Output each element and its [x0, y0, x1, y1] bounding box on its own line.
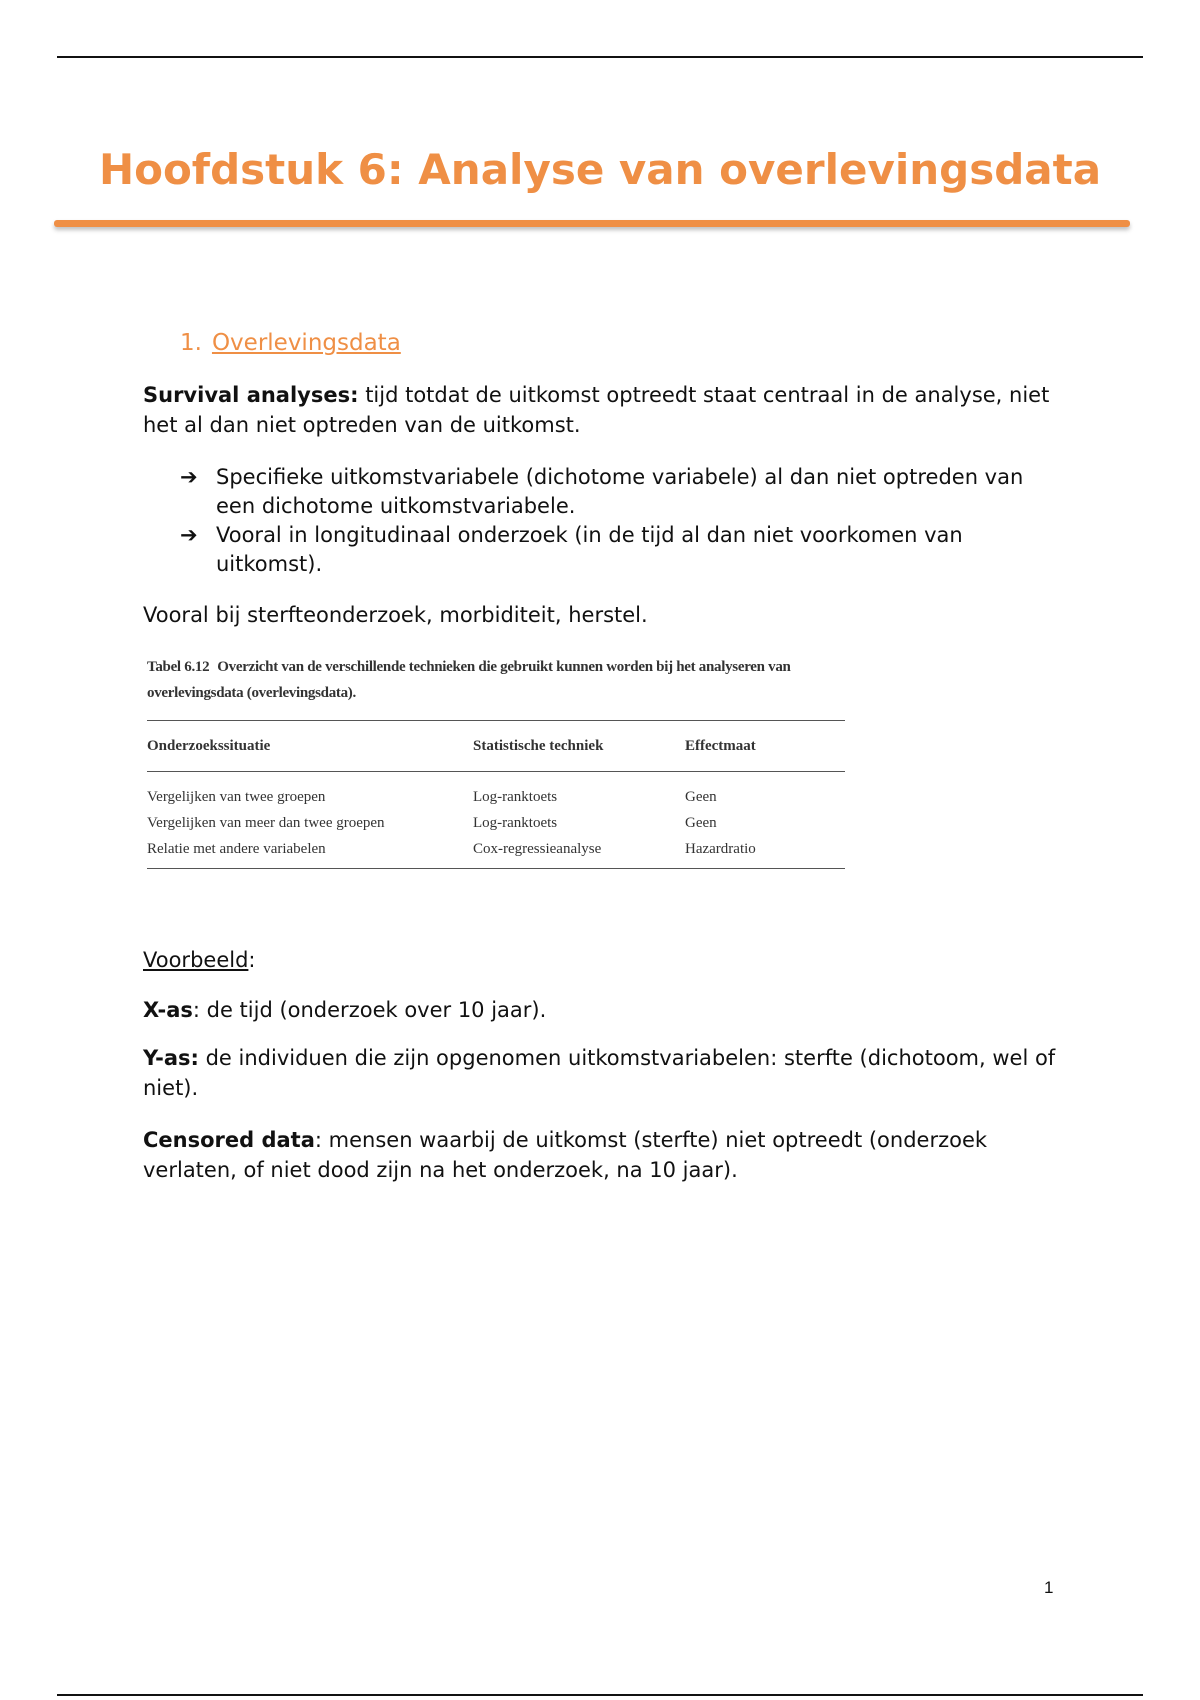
table-rule: [147, 868, 845, 869]
table-caption-number: Tabel 6.12: [147, 659, 210, 675]
xas-text: : de tijd (onderzoek over 10 jaar).: [192, 998, 547, 1022]
table-cell: Cox-regressieanalyse: [473, 840, 602, 857]
table-cell: Relatie met andere variabelen: [147, 840, 326, 857]
censored-text: : mensen waarbij de uitkomst (sterfte) niet optreedt (onderzoek verlaten, of niet dood zijn na het onderzoek, na 10 jaar).: [143, 1128, 988, 1182]
table-row: [147, 810, 847, 836]
table-header-cell: Effectmaat: [685, 737, 756, 754]
example-label: Voorbeeld: [143, 948, 249, 972]
list-item: [180, 521, 1060, 579]
table-row: [147, 784, 847, 810]
techniques-table: [147, 654, 847, 869]
table-cell: Geen: [685, 788, 717, 805]
table-header-cell: Onderzoekssituatie: [147, 737, 271, 754]
censored-paragraph: [143, 1125, 1073, 1185]
table-header: [147, 721, 847, 771]
intro-paragraph: [143, 380, 1073, 440]
xas-paragraph: [143, 995, 1073, 1025]
table-cell: Log-ranktoets: [473, 788, 558, 805]
table-caption: [147, 654, 847, 706]
table-cell: Vergelijken van meer dan twee groepen: [147, 814, 385, 831]
yas-paragraph: [143, 1043, 1073, 1103]
footer-rule: [57, 1694, 1143, 1696]
section-label[interactable]: Overlevingsdata: [211, 330, 401, 356]
xas-term: X-as: [143, 998, 193, 1022]
table-header-cell: Statistische techniek: [473, 737, 604, 754]
context-line: Vooral bij sterfteonderzoek, morbiditeit, herstel.: [143, 603, 648, 627]
yas-term: Y-as:: [143, 1046, 199, 1070]
arrow-right-icon: ➔: [180, 523, 198, 547]
page-title: Hoofdstuk 6: Analyse van overlevingsdata: [98, 145, 1102, 194]
table-cell: Hazardratio: [685, 840, 756, 857]
table-row: [147, 836, 847, 862]
section-number: 1.: [180, 330, 202, 356]
bullet-list: [180, 463, 1060, 579]
table-caption-text: Overzicht van de verschillende technieken die gebruikt kunnen worden bij het analyseren van overlevingsdata (overlevingsdata).: [147, 659, 791, 701]
page-number: 1: [1044, 1578, 1054, 1597]
table-cell: Geen: [685, 814, 717, 831]
table-cell: Vergelijken van twee groepen: [147, 788, 326, 805]
table-cell: Log-ranktoets: [473, 814, 558, 831]
arrow-right-icon: ➔: [180, 465, 198, 489]
example-heading: [143, 945, 1073, 975]
table-rule: [147, 771, 845, 772]
yas-text: de individuen die zijn opgenomen uitkomstvariabelen: sterfte (dichotoom, wel of niet).: [143, 1046, 1056, 1100]
header-rule: [57, 56, 1143, 58]
list-item: [180, 463, 1060, 521]
example-colon: :: [248, 948, 256, 972]
bullet-text: Vooral in longitudinaal onderzoek (in de tijd al dan niet voorkomen van uitkomst).: [216, 523, 963, 576]
title-underline-bar: [54, 220, 1130, 227]
intro-term: Survival analyses:: [143, 383, 359, 407]
intro-text: tijd totdat de uitkomst optreedt staat centraal in de analyse, niet het al dan niet optreden van de uitkomst.: [143, 383, 1050, 437]
censored-term: Censored data: [143, 1128, 315, 1152]
section-heading[interactable]: [180, 330, 401, 356]
bullet-text: Specifieke uitkomstvariabele (dichotome variabele) al dan niet optreden van een dichotome uitkomstvariabele.: [216, 465, 1024, 518]
